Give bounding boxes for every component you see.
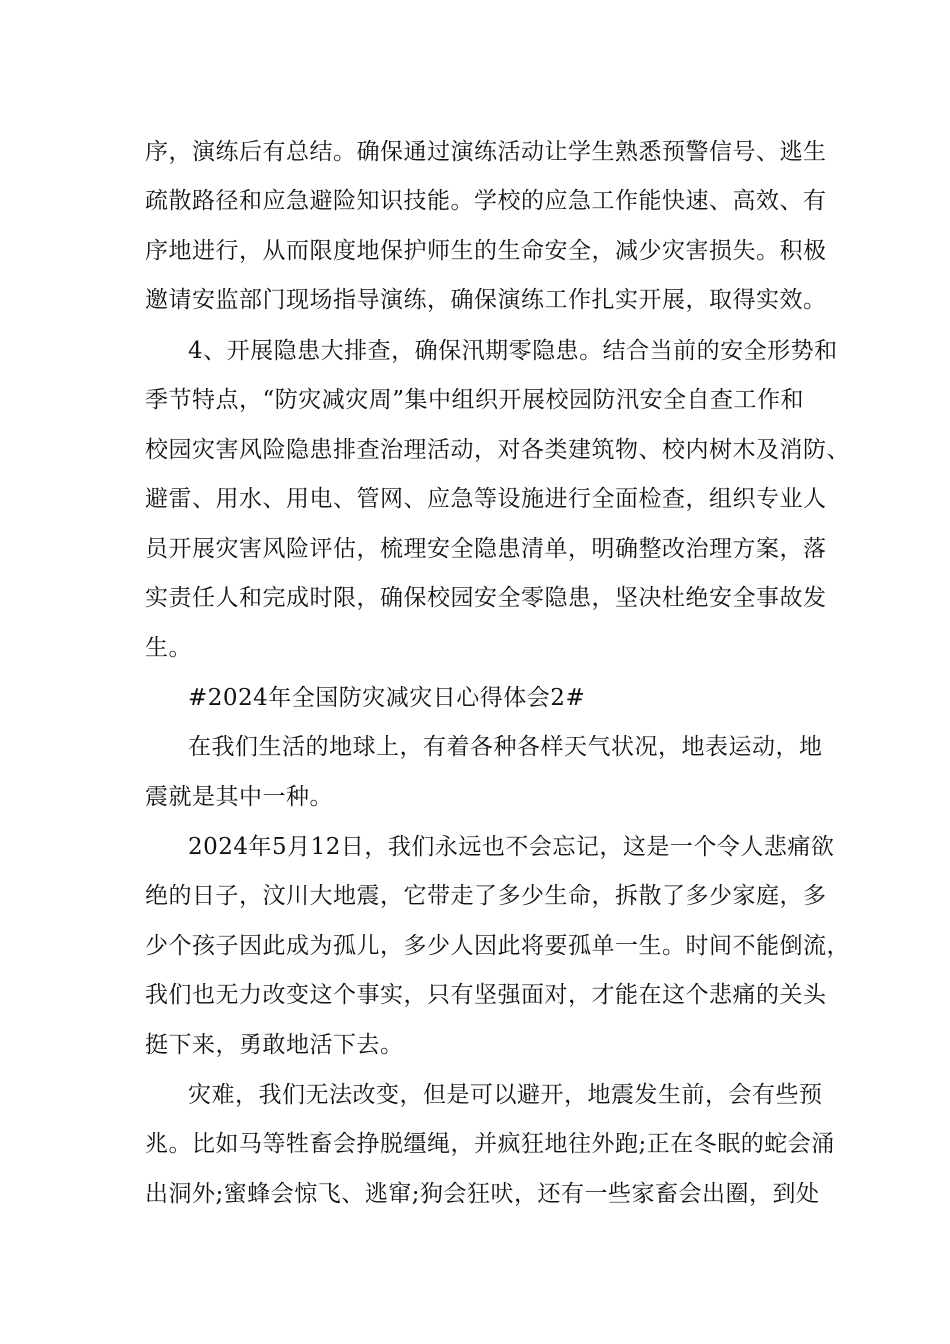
text-line: 少个孩子因此成为孤儿，多少人因此将要孤单一生。时间不能倒流， (145, 933, 850, 959)
text-line: 震就是其中一种。 (145, 784, 333, 810)
text-line: 2024年5月12日，我们永远也不会忘记，这是一个令人悲痛欲 (188, 834, 835, 860)
text-line: 我们也无力改变这个事实，只有坚强面对，才能在这个悲痛的关头 (145, 982, 827, 1008)
text-line: 邀请安监部门现场指导演练，确保演练工作扎实开展，取得实效。 (145, 287, 827, 313)
text-line: 实责任人和完成时限，确保校园安全零隐患，坚决杜绝安全事故发 (145, 585, 827, 611)
text-line: 校园灾害风险隐患排查治理活动，对各类建筑物、校内树木及消防、 (145, 437, 850, 463)
text-line: 避雷、用水、用电、管网、应急等设施进行全面检查，组织专业人 (145, 486, 827, 512)
text-line: 季节特点，“防灾减灾周”集中组织开展校园防汛安全自查工作和 (145, 387, 805, 413)
text-line: 疏散路径和应急避险知识技能。学校的应急工作能快速、高效、有 (145, 188, 827, 214)
text-line: 挺下来，勇敢地活下去。 (145, 1032, 404, 1058)
text-line: 生。 (145, 635, 192, 661)
text-line: 4、开展隐患大排查，确保汛期零隐患。结合当前的安全形势和 (188, 338, 838, 364)
text-line: 员开展灾害风险评估，梳理安全隐患清单，明确整改治理方案，落 (145, 536, 827, 562)
text-line: 序地进行，从而限度地保护师生的生命安全，减少灾害损失。积极 (145, 238, 827, 264)
text-line: 绝的日子，汶川大地震，它带走了多少生命，拆散了多少家庭，多 (145, 883, 827, 909)
text-line: 兆。比如马等牲畜会挣脱缰绳，并疯狂地往外跑;正在冬眠的蛇会涌 (145, 1131, 835, 1157)
text-line: 灾难，我们无法改变，但是可以避开，地震发生前，会有些预 (188, 1082, 823, 1108)
section-heading: #2024年全国防灾减灾日心得体会2# (188, 685, 586, 711)
text-line: 出洞外;蜜蜂会惊飞、逃窜;狗会狂吠，还有一些家畜会出圈，到处 (145, 1181, 820, 1207)
text-line: 在我们生活的地球上，有着各种各样天气状况，地表运动，地 (188, 734, 823, 760)
text-line: 序，演练后有总结。确保通过演练活动让学生熟悉预警信号、逃生 (145, 139, 827, 165)
